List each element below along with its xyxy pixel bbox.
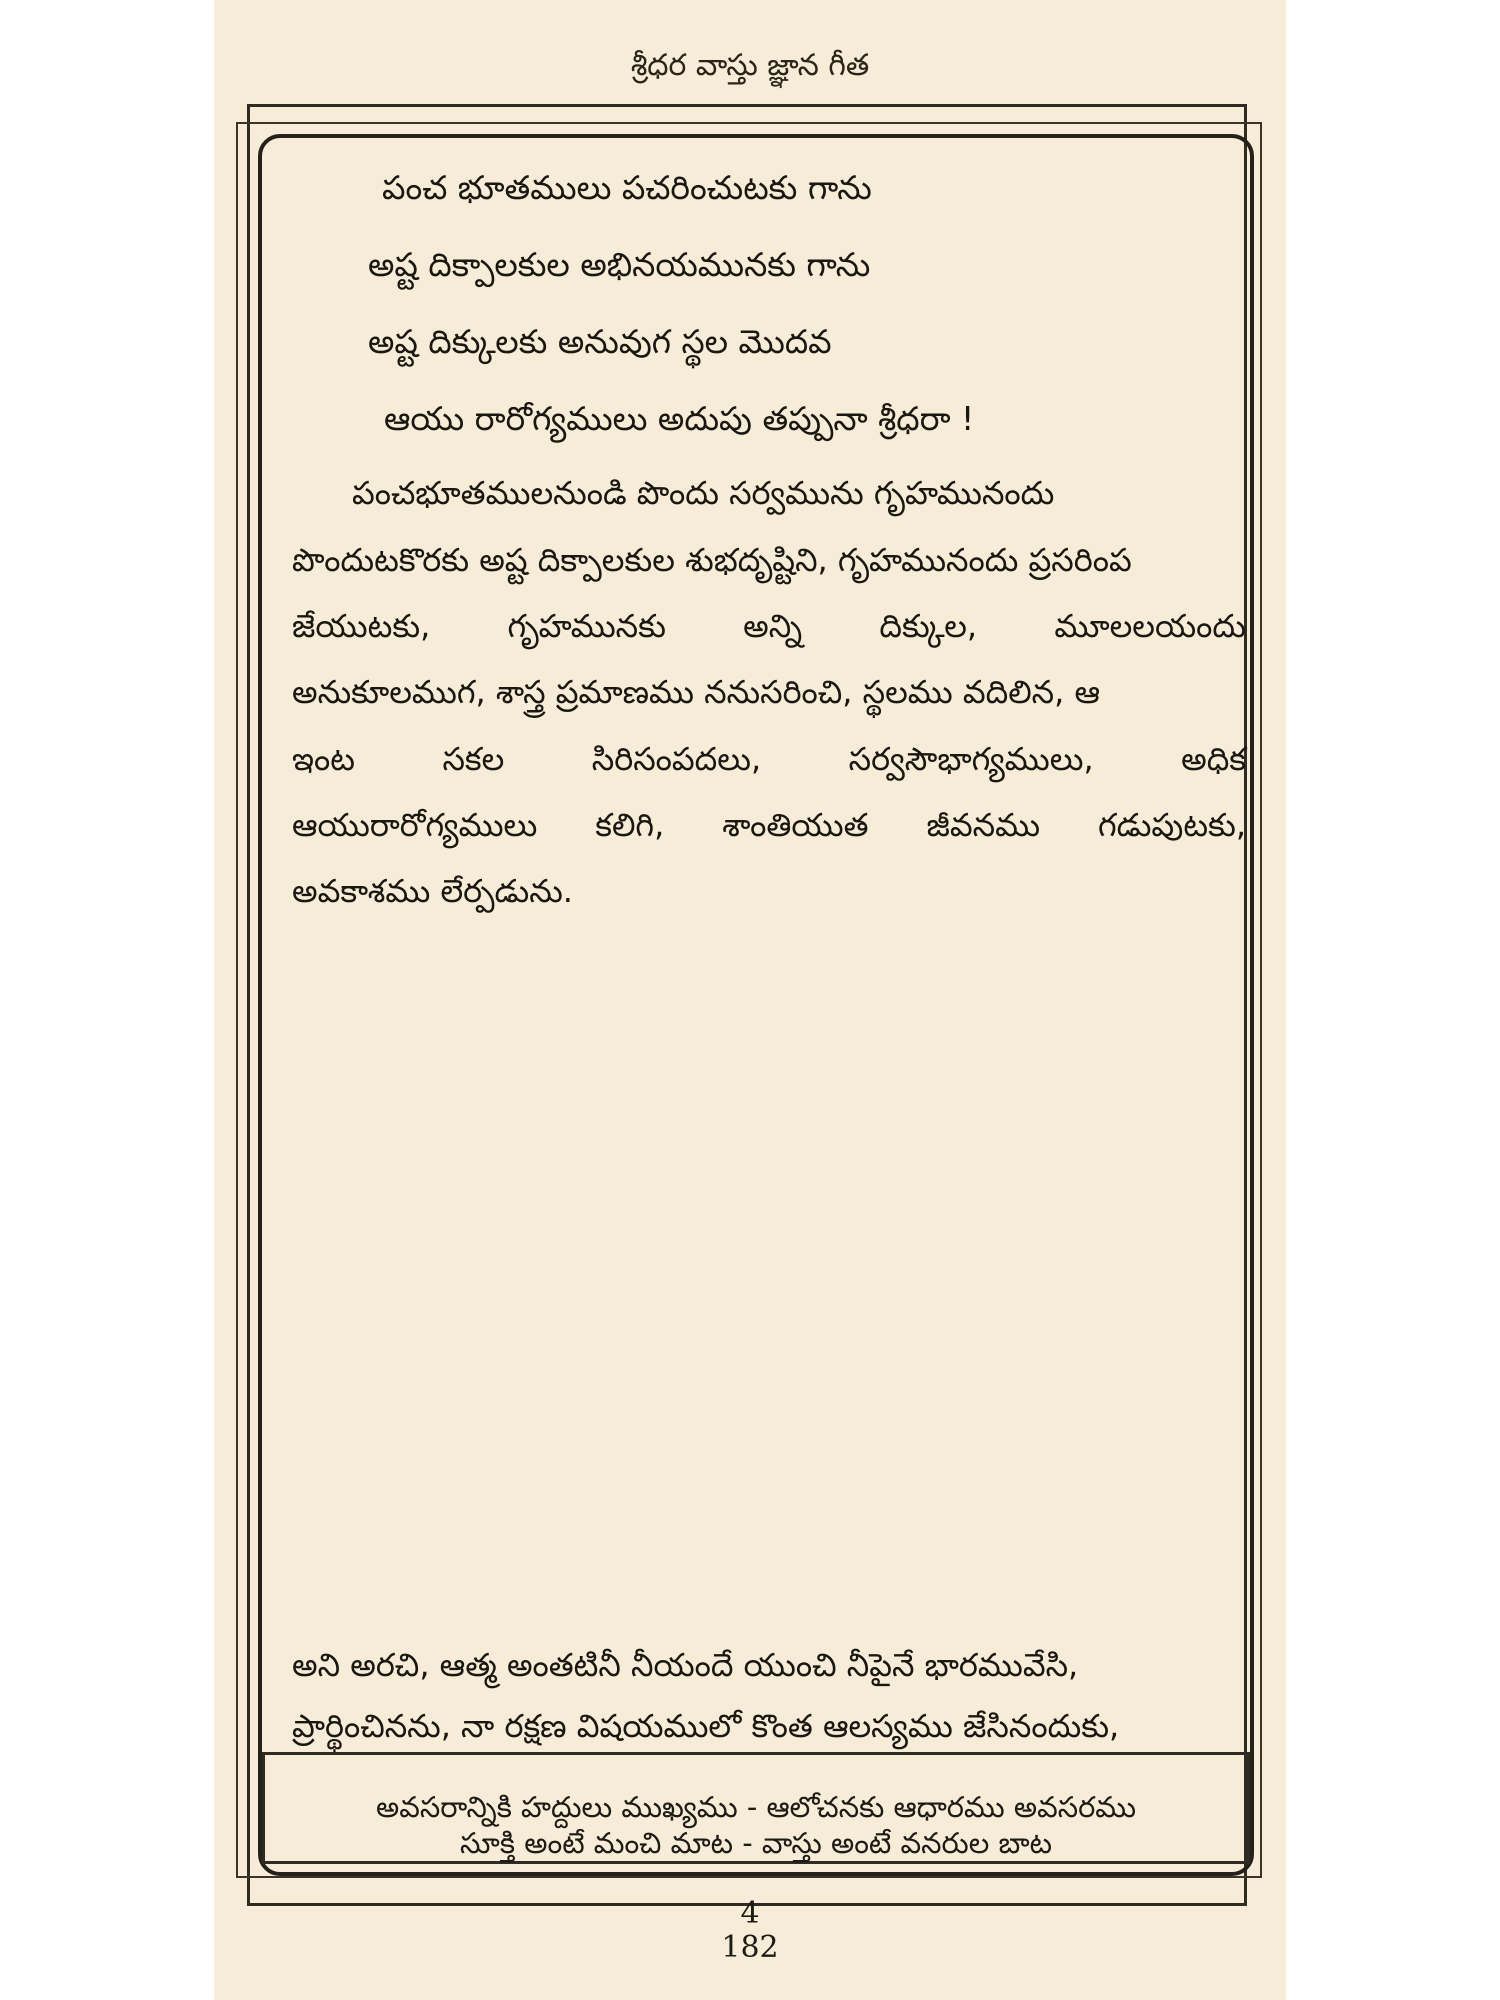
paragraph-line: ఇంట సకల సిరిసంపదలు, సర్వసౌభాగ్యములు, అధిక	[292, 740, 1246, 778]
verse-line: అష్ట దిక్కులకు అనువుగ స్థల మొదవ	[368, 322, 832, 361]
paragraph-line: ఆయురారోగ్యములు కలిగి, శాంతియుత జీవనము గడుపుటకు,	[292, 806, 1246, 844]
paragraph-line: జేయుటకు, గృహమునకు అన్ని దిక్కుల, మూలలయందు	[292, 607, 1246, 645]
book-page	[214, 0, 1286, 2000]
bottom-text-line: ప్రార్థించినను, నా రక్షణ విషయములో కొంత ఆలస్యము జేసినందుకు,	[292, 1707, 1120, 1745]
paragraph-line: అవకాశము లేర్పడును.	[292, 872, 573, 910]
bottom-text-line: అని అరచి, ఆత్మ అంతటినీ నీయందే యుంచి నీపైనే భారమువేసి,	[292, 1646, 1079, 1684]
paragraph-line: పొందుటకొరకు అష్ట దిక్పాలకుల శుభదృష్టిని, గృహమునందు ప్రసరింప	[292, 541, 1132, 579]
verse-line: అష్ట దిక్పాలకుల అభినయమునకు గాను	[368, 245, 871, 284]
footer-motto-line: అవసరాన్నికి హద్దులు ముఖ్యము - ఆలోచనకు ఆధారము అవసరము	[376, 1790, 1136, 1824]
paragraph-line: పంచభూతములనుండి పొందు సర్వమును గృహమునందు	[352, 474, 1055, 512]
inner-rounded-frame	[258, 134, 1254, 1876]
page-number-outer: 182	[721, 1930, 779, 1965]
page-number-inner: 4	[740, 1896, 760, 1931]
verse-line: పంచ భూతములు పచరించుటకు గాను	[382, 168, 872, 207]
verse-line: ఆయు రారోగ్యములు అదుపు తప్పునా శ్రీధరా !	[384, 399, 975, 438]
footer-motto-line: సూక్తి అంటే మంచి మాట - వాస్తు అంటే వనరుల బాట	[460, 1826, 1052, 1860]
paragraph-line: అనుకూలముగ, శాస్త్ర ప్రమాణము ననుసరించి, స్థలము వదిలిన, ఆ	[292, 673, 1101, 711]
running-head: శ్రీధర వాస్తు జ్ఞాన గీత	[630, 48, 870, 83]
